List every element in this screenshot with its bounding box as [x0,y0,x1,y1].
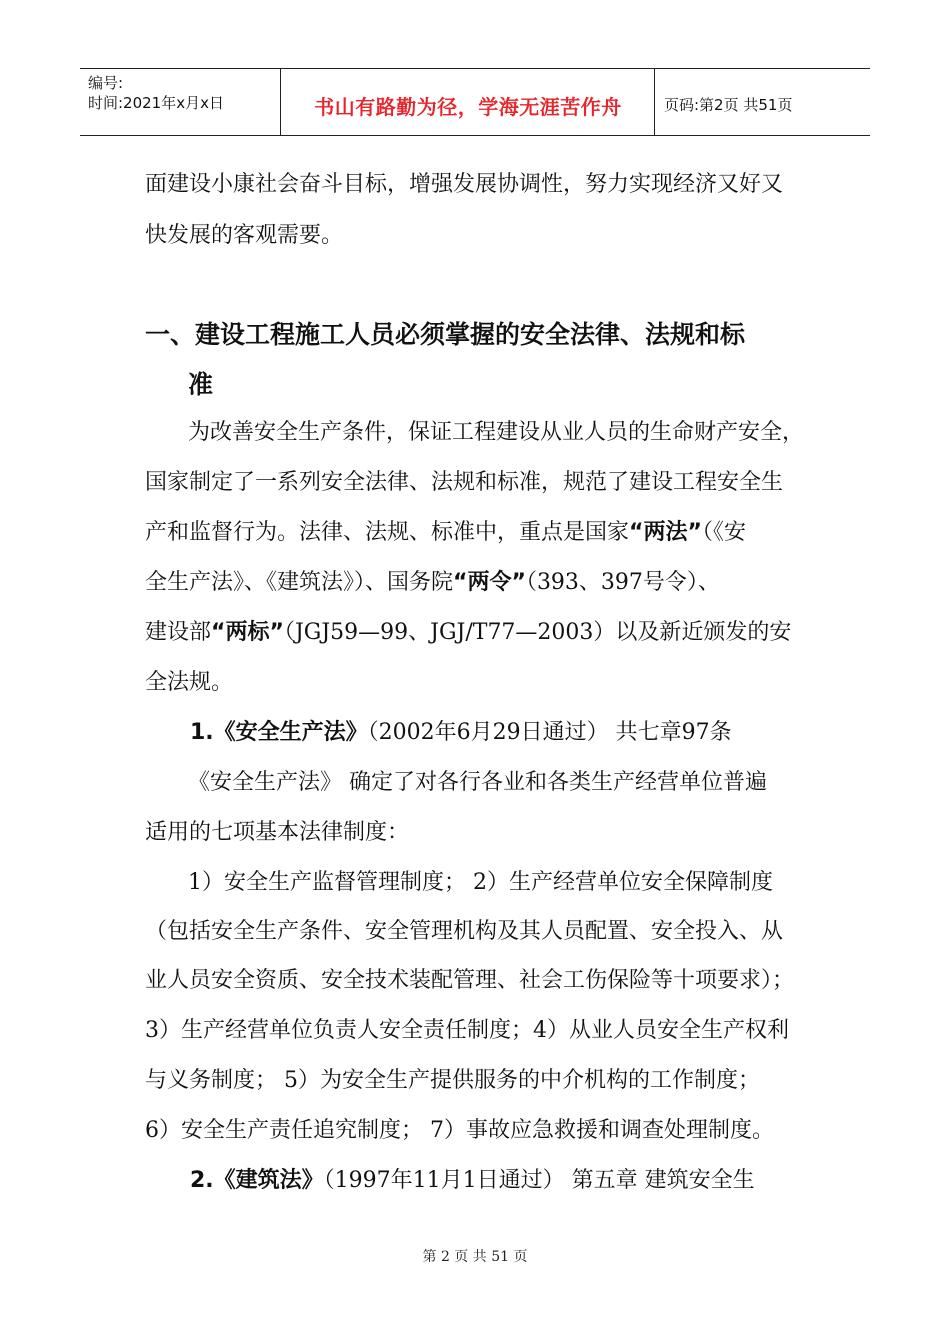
doc-code-label: 编号: [88,74,124,92]
emphasis-text: “两法” [629,520,702,545]
paragraph-line: 1）安全生产监督管理制度； 2）生产经营单位安全保障制度 [188,870,773,895]
emphasis-text: “两令” [453,570,526,595]
paragraph-line: 适用的七项基本法律制度： [145,820,410,845]
paragraph-line [145,570,720,596]
item-detail: （2002年6月29日通过） 共七章97条 [367,720,732,745]
text-run: 全生产法》、《建筑法》）、国务院 [145,570,454,595]
text-run: 建设部 [145,620,212,645]
paragraph-line: 业人员安全资质、安全技术装配管理、社会工伤保险等十项要求）； [145,968,795,993]
paragraph-line [145,520,746,546]
paragraph-line: 与义务制度； 5）为安全生产提供服务的中介机构的工作制度； [145,1068,760,1093]
header-divider [654,69,655,135]
paragraph-line: 3）生产经营单位负责人安全责任制度；4）从业人员安全生产权利 [145,1018,789,1043]
text-run: （JGJ59—99、JGJ/T77—2003）以及新近颁发的安 [283,620,792,645]
page-footer: 第 2 页 共 51 页 [422,1249,528,1265]
text-run: 产和监督行为。法律、法规、标准中，重点是国家 [145,520,630,545]
doc-time-label: 时间:2021年x月x日 [88,94,224,112]
paragraph-line: 《安全生产法》 确定了对各行各业和各类生产经营单位普遍 [188,770,767,795]
item-title: 1.《安全生产法》 [190,720,368,745]
emphasis-text: “两标” [211,620,284,645]
text-run: （《安 [701,520,746,545]
paragraph-line: 面建设小康社会奋斗目标，增强发展协调性，努力实现经济又好又 [145,172,784,197]
paragraph-line: 6）安全生产责任追究制度； 7）事故应急救援和调查处理制度。 [145,1118,774,1143]
item-heading [190,1168,755,1194]
header-motto: 书山有路勤为径，学海无涯苦作舟 [314,95,622,119]
item-title: 2.《建筑法》 [190,1168,324,1193]
header-divider [280,69,281,135]
page-header [80,68,870,136]
section-heading-cont: 准 [188,370,214,399]
paragraph-line: 为改善安全生产条件，保证工程建设从业人员的生命财产安全， [188,420,805,445]
item-heading [190,720,732,746]
paragraph-line: 快发展的客观需要。 [145,223,344,248]
paragraph-line [145,620,791,646]
text-run: （393、397号令）、 [525,570,720,595]
section-heading: 一、建设工程施工人员必须掌握的安全法律、法规和标 [145,320,746,349]
paragraph-line: 国家制定了一系列安全法律、法规和标准，规范了建设工程安全生 [145,470,784,495]
item-detail: （1997年11月1日通过） 第五章 建筑安全生 [323,1168,755,1193]
paragraph-line: 全法规。 [145,670,234,695]
header-meta [88,73,224,113]
paragraph-line: （包括安全生产条件、安全管理机构及其人员配置、安全投入、从 [145,919,784,944]
header-page-info: 页码:第2页 共51页 [664,96,793,114]
